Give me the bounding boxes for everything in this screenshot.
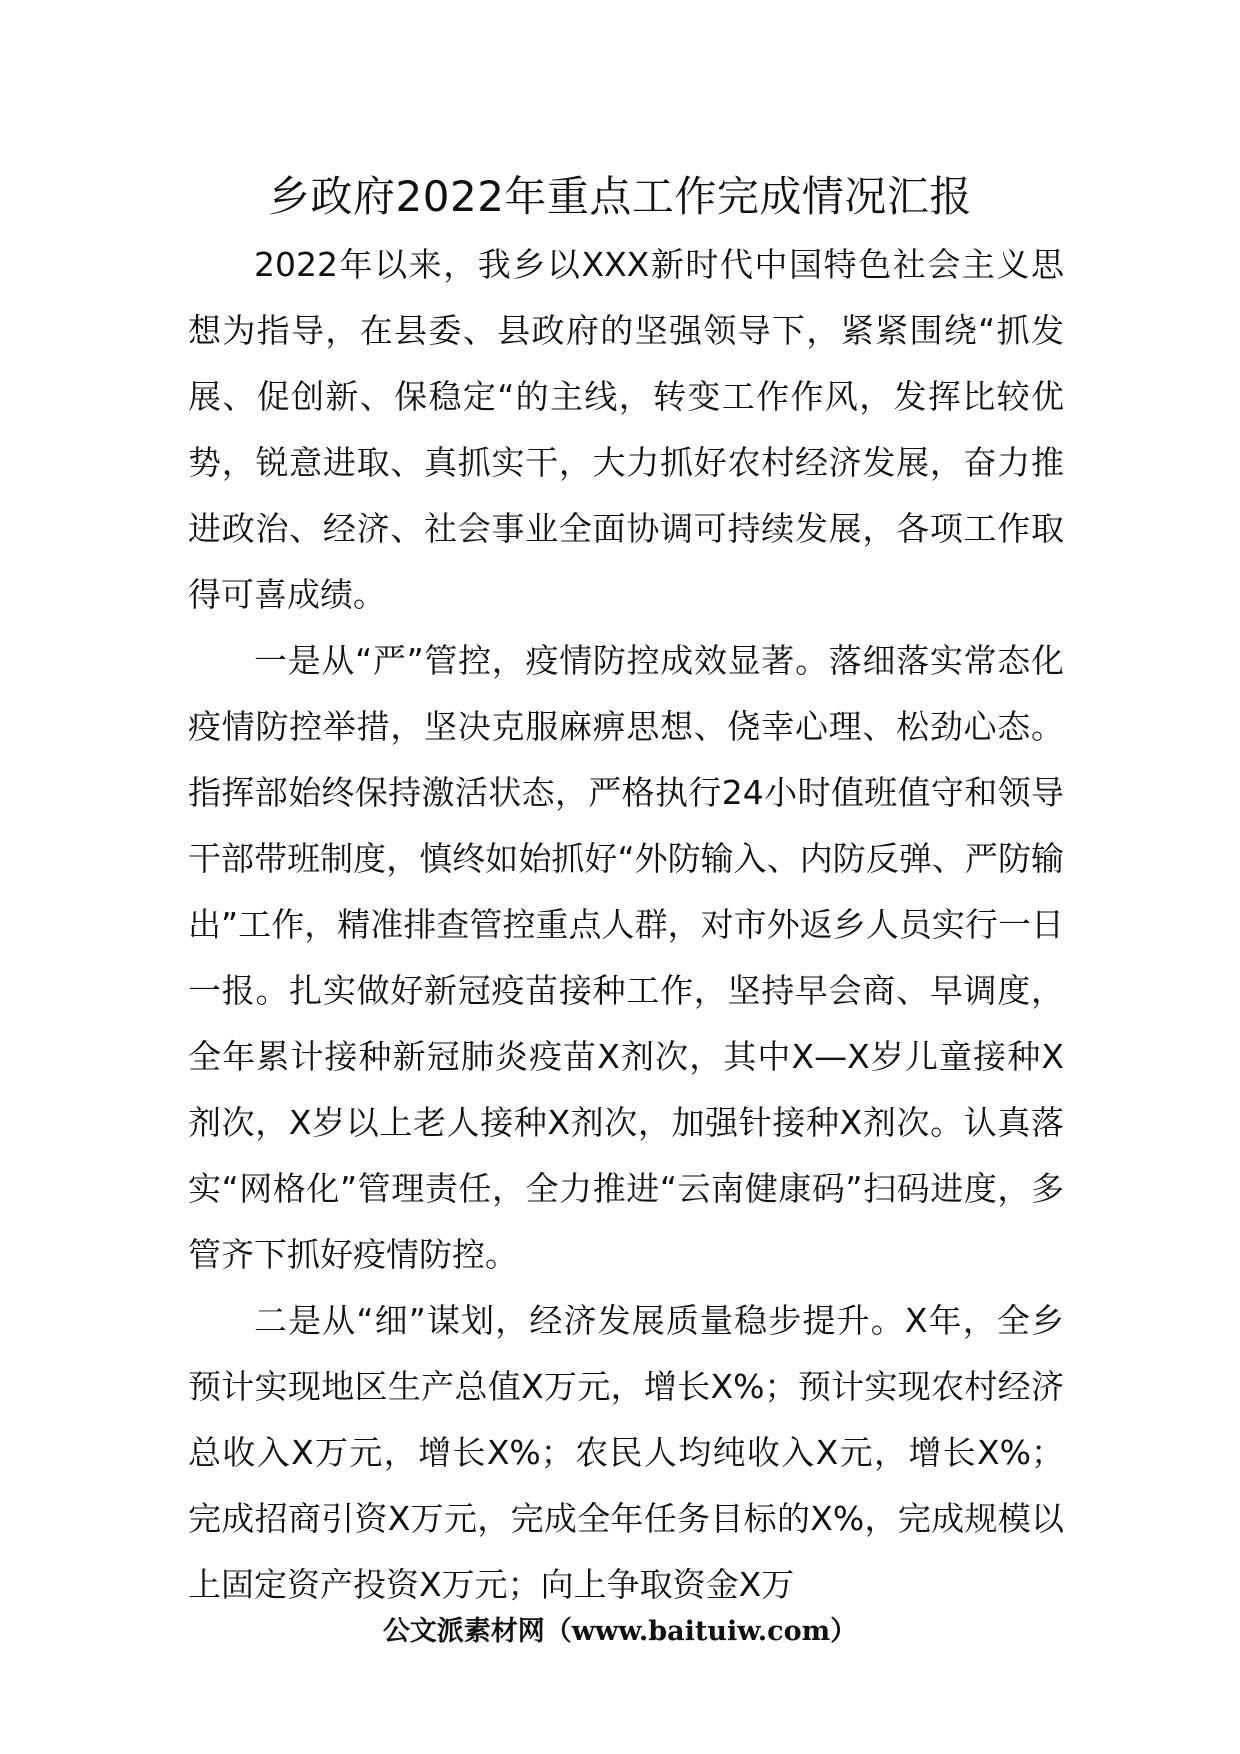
paragraph-epidemic-control: 一是从“严”管控，疫情防控成效显著。落细落实常态化疫情防控举措，坚决克服麻痹思想、侥幸心理、松劲心态。指挥部始终保持激活状态，严格执行24小时值班值守和领导干部带班制度，慎终如始抓好“外防输入、内防反弹、严防输出”工作，精准排查管控重点人群，对市外返乡人员实行一日一报。扎实做好新冠疫苗接种工作，坚持早会商、早调度，全年累计接种新冠肺炎疫苗X剂次，其中X—X岁儿童接种X剂次，X岁以上老人接种X剂次，加强针接种X剂次。认真落实“网格化”管理责任，全力推进“云南健康码”扫码进度，多管齐下抓好疫情防控。 — [188, 641, 1064, 1274]
document-body — [188, 232, 1064, 1618]
paragraph-intro: 2022年以来，我乡以XXX新时代中国特色社会主义思想为指导，在县委、县政府的坚强领导下，紧紧围绕“抓发展、促创新、保稳定“的主线，转变工作作风，发挥比较优势，锐意进取、真抓实干，大力抓好农村经济发展，奋力推进政治、经济、社会事业全面协调可持续发展，各项工作取得可喜成绩。 — [188, 245, 1064, 614]
paragraph-economic-development: 二是从“细”谋划，经济发展质量稳步提升。X年，全乡预计实现地区生产总值X万元，增长X%；预计实现农村经济总收入X万元，增长X%；农民人均纯收入X元，增长X%；完成招商引资X万元，完成全年任务目标的X%，完成规模以上固定资产投资X万元；向上争取资金X万 — [188, 1301, 1064, 1604]
document-title: 乡政府2022年重点工作完成情况汇报 — [268, 172, 972, 221]
footer-watermark-text: 公文派素材网（www.baituiw.com） — [382, 1616, 858, 1647]
